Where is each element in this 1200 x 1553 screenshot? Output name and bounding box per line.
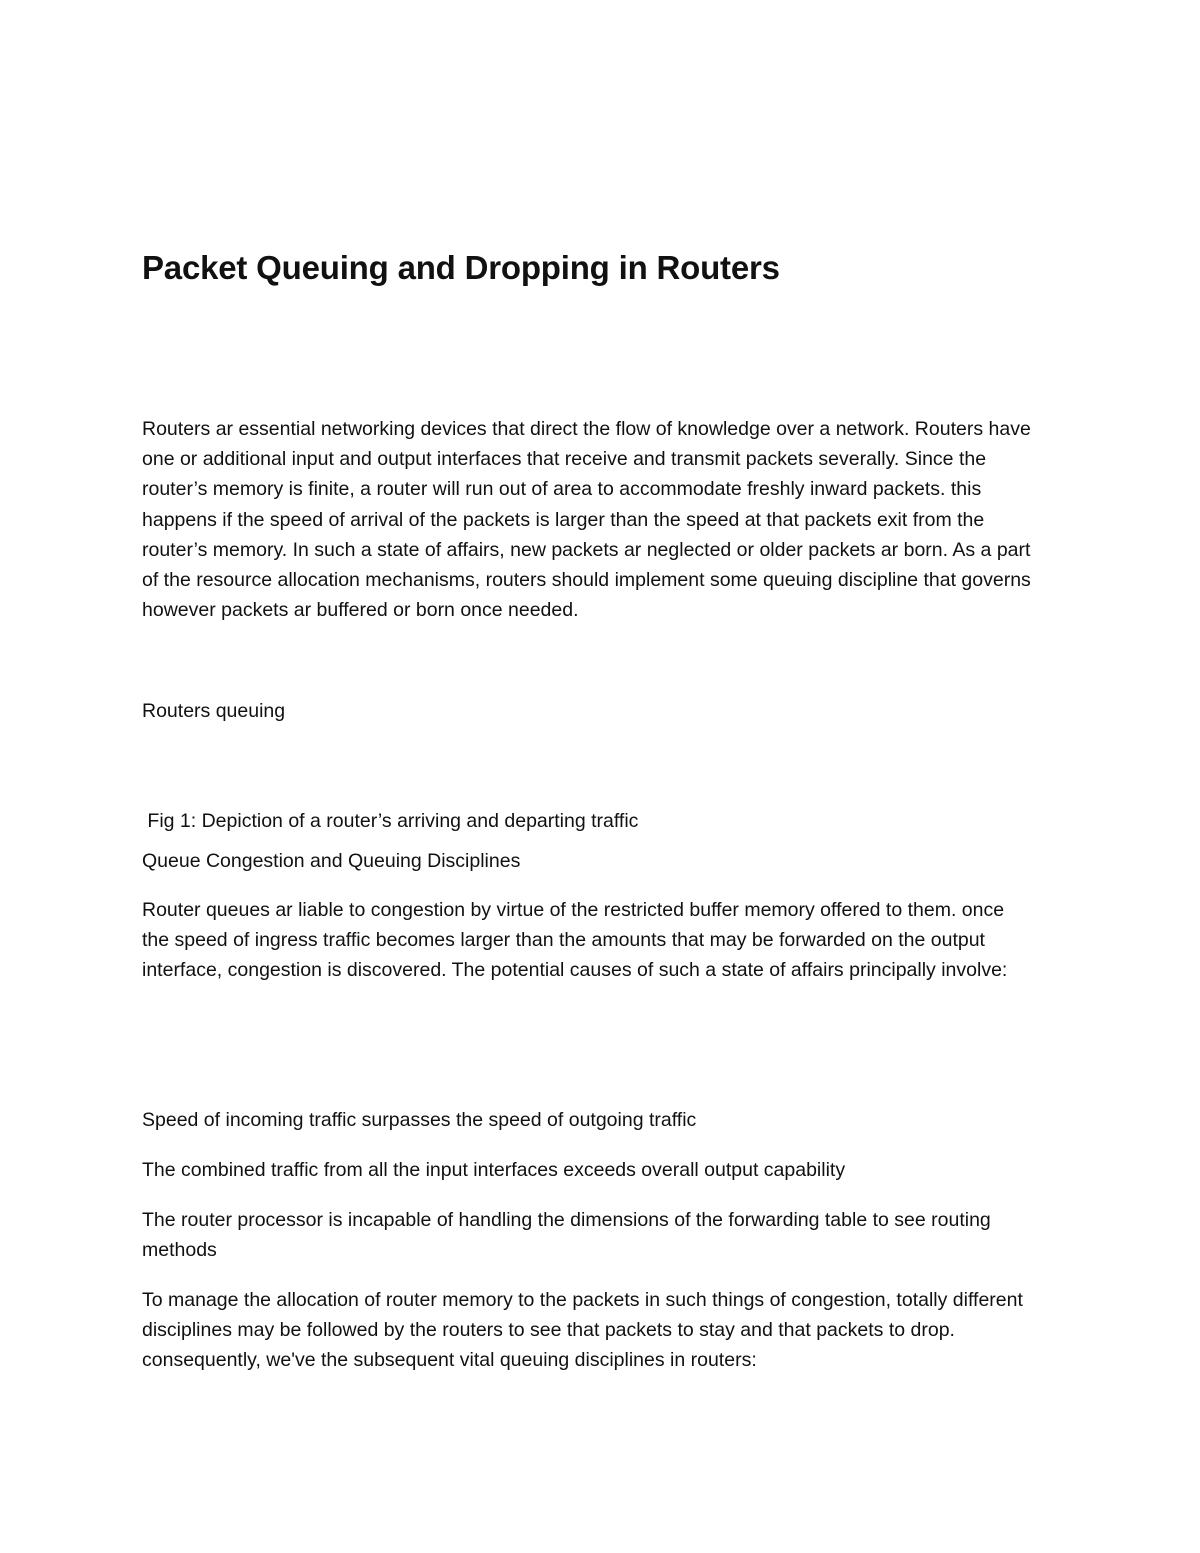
cause-item [142, 1105, 1062, 1135]
intro-paragraph [142, 414, 1062, 625]
intro-line: Routers ar essential networking devices that direct the flow of knowledge over a network. Routers have [142, 418, 1031, 440]
congestion-line: the speed of ingress traffic becomes larger than the amounts that may be forwarded on the output [142, 929, 985, 952]
section-heading-text: Routers queuing [142, 700, 286, 722]
cause-text: methods [142, 1239, 217, 1262]
section-heading-routers-queuing [142, 696, 1062, 726]
closing-paragraph [142, 1285, 1062, 1376]
cause-text: The router processor is incapable of handling the dimensions of the forwarding table to see routing [142, 1209, 991, 1231]
congestion-line: Router queues ar liable to congestion by virtue of the restricted buffer memory offered to them. once [142, 899, 1005, 921]
congestion-line: interface, congestion is discovered. The potential causes of such a state of affairs principally involve: [142, 959, 1008, 982]
congestion-paragraph [142, 895, 1062, 986]
closing-line: disciplines may be followed by the routers to see that packets to stay and that packets to drop. [142, 1319, 955, 1342]
cause-item [142, 1155, 1062, 1185]
closing-line: To manage the allocation of router memory to the packets in such things of congestion, totally different [142, 1289, 1023, 1311]
cause-text: The combined traffic from all the input interfaces exceeds overall output capability [142, 1159, 846, 1181]
section-heading-text: Queue Congestion and Queuing Disciplines [142, 850, 521, 872]
intro-line: of the resource allocation mechanisms, routers should implement some queuing discipline that governs [142, 569, 1031, 592]
document-title: Packet Queuing and Dropping in Routers [142, 249, 780, 286]
intro-line: router’s memory is finite, a router will run out of area to accommodate freshly inward packets. this [142, 478, 982, 501]
section-heading-congestion [142, 846, 1062, 876]
cause-text: Speed of incoming traffic surpasses the speed of outgoing traffic [142, 1109, 697, 1131]
figure-caption-text: Fig 1: Depiction of a router’s arriving and departing traffic [142, 810, 639, 833]
cause-item [142, 1205, 1062, 1265]
intro-line: one or additional input and output interfaces that receive and transmit packets severally. Since the [142, 448, 987, 471]
intro-line: router’s memory. In such a state of affairs, new packets ar neglected or older packets ar born. As a part [142, 538, 1031, 561]
intro-line: however packets ar buffered or born once needed. [142, 599, 579, 622]
intro-line: happens if the speed of arrival of the packets is larger than the speed at that packets exit from the [142, 508, 985, 531]
closing-line: consequently, we've the subsequent vital queuing disciplines in routers: [142, 1349, 757, 1372]
